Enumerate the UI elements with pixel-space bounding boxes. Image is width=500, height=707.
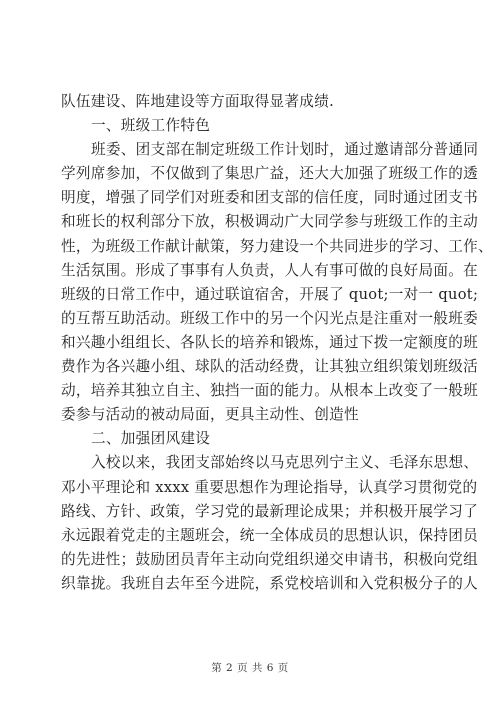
section-heading: 一、班级工作特色: [91, 117, 211, 135]
text-line: 班级的日常工作中，通过联谊宿舍，开展了 quot;一对一 quot;: [61, 285, 479, 303]
text-line: 性，为班级工作献计献策，努力建设一个共同进步的学习、工作、: [61, 237, 493, 255]
section-heading: 二、加强团风建设: [91, 430, 211, 448]
text-line: 班委、团支部在制定班级工作计划时，通过邀请部分普通同: [91, 141, 479, 159]
text-line: 永远跟着党走的主题班会，统一全体成员的思想认识，保持团员: [61, 526, 479, 544]
document-body: [61, 90, 493, 596]
text-line: 路线、方针、政策，学习党的最新理论成果；并积极开展学习了: [61, 502, 479, 520]
page-number-footer: 第 2 页 共 6 页: [211, 662, 289, 674]
text-line: 费作为各兴趣小组、球队的活动经费，让其独立组织策划班级活: [61, 358, 479, 376]
text-line: 委参与活动的被动局面，更具主动性、创造性: [61, 406, 359, 424]
text-line: 和兴趣小组组长、各队长的培养和锻炼，通过下拨一定额度的班: [61, 333, 479, 351]
text-line: 队伍建设、阵地建设等方面取得显著成绩.: [61, 93, 335, 110]
text-line: 和班长的权利部分下放，积极调动广大同学参与班级工作的主动: [61, 213, 479, 231]
text-line: 邓小平理论和 xxxx 重要思想作为理论指导，认真学习贯彻党的: [61, 478, 478, 496]
text-line: 生活氛围。形成了事事有人负责，人人有事可做的良好局面。在: [61, 261, 479, 279]
text-line: 明度，增强了同学们对班委和团支部的信任度，同时通过团支书: [61, 189, 479, 207]
text-line: 的互帮互助活动。班级工作中的另一个闪光点是注重对一般班委: [61, 309, 479, 327]
text-line: 的先进性；鼓励团员青年主动向党组织递交申请书，积极向党组: [61, 550, 479, 568]
text-line: 动，培养其独立自主、独挡一面的能力。从根本上改变了一般班: [61, 382, 479, 400]
text-line: 入校以来，我团支部始终以马克思列宁主义、毛泽东思想、: [91, 454, 479, 472]
text-line: 学列席参加，不仅做到了集思广益，还大大加强了班级工作的透: [61, 165, 479, 183]
text-line: 织靠拢。我班自去年至今进院，系党校培训和入党积极分子的人: [61, 574, 479, 592]
